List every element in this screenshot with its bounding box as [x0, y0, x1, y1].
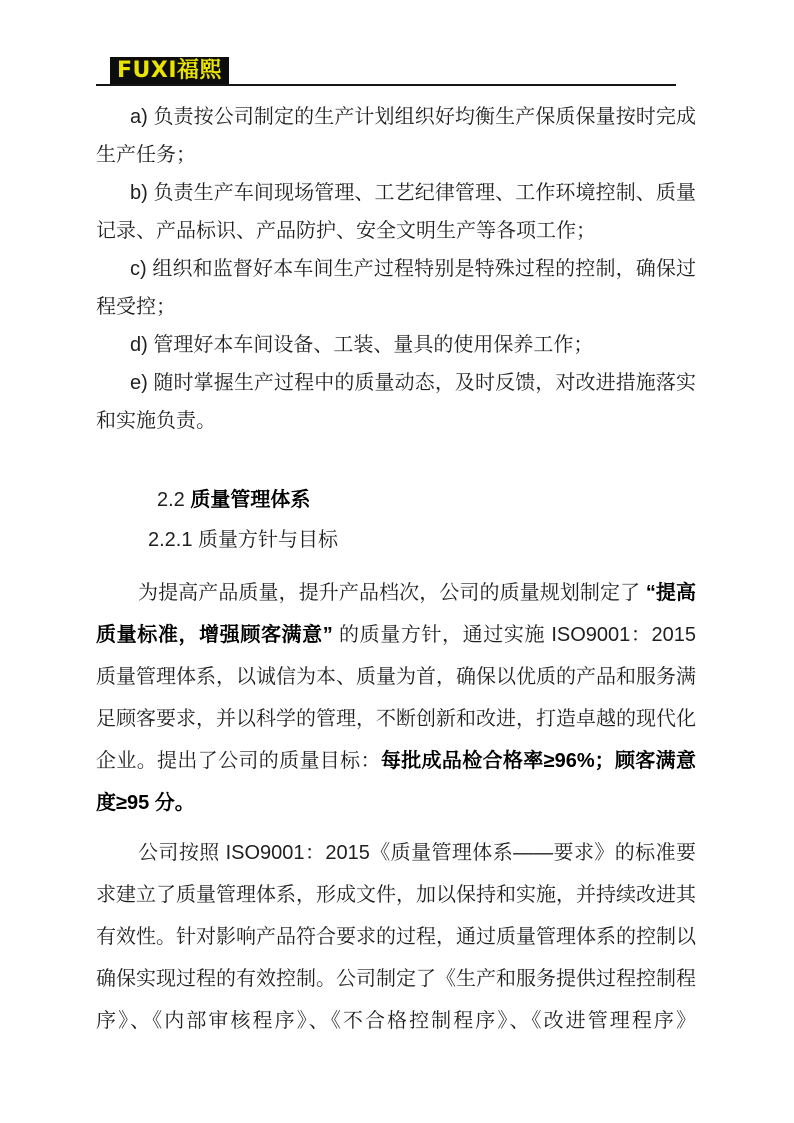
text-run: 公司按照 ISO9001：2015《质量管理体系——要求》的标准要求建立了质量管理体系，形成文件，加以保持和实施，并持续改进其有效性。针对影响产品符合要求的过程，通过质量管理体系的控制以确保实现过程的有效控制。公司制定了《生产和服务提供过程控制程序》、《内部审核程序》、《不合格控制程序》、《改进管理程序》 — [96, 842, 696, 1032]
list-item: e) 随时掌握生产过程中的质量动态，及时反馈，对改进措施落实和实施负责。 — [96, 372, 696, 432]
text-run: 为提高产品质量，提升产品档次，公司的质量规划制定了 — [138, 582, 646, 604]
text-run: 的质量方针，通过实施 ISO9001：2015 质量管理体系，以诚信为本、质量为首，确保以优质的产品和服务满足顾客要求，并以科学的管理，不断创新和改进，打造卓越的现代化企业。提出了公司的质量目标： — [96, 624, 696, 772]
section-number: 2.2 — [157, 489, 191, 511]
list-item: d) 管理好本车间设备、工装、量具的使用保养工作； — [130, 334, 594, 356]
header-divider — [96, 84, 676, 86]
list-section — [96, 98, 696, 440]
paragraph-quality-policy — [96, 572, 696, 824]
company-logo — [110, 57, 229, 84]
logo-text: FUXI福熙 — [117, 57, 223, 83]
document-content — [96, 98, 696, 1042]
bold-run: 每批成品检合格率≥96%；顾客满意度≥95 分。 — [96, 750, 696, 814]
list-item: a) 负责按公司制定的生产计划组织好均衡生产保质保量按时完成生产任务； — [96, 106, 696, 166]
list-item: b) 负责生产车间现场管理、工艺纪律管理、工作环境控制、质量记录、产品标识、产品防护、安全文明生产等各项工作； — [96, 182, 696, 242]
section-heading-2-2-1: 2.2.1 质量方针与目标 — [148, 529, 339, 551]
list-item: c) 组织和监督好本车间生产过程特别是特殊过程的控制，确保过程受控； — [96, 258, 696, 318]
section-heading-2-2 — [157, 480, 696, 520]
paragraph-iso-system — [96, 832, 696, 1042]
bold-run: “提高质量标准，增强顾客满意” — [96, 582, 697, 646]
section-title: 质量管理体系 — [190, 489, 311, 511]
